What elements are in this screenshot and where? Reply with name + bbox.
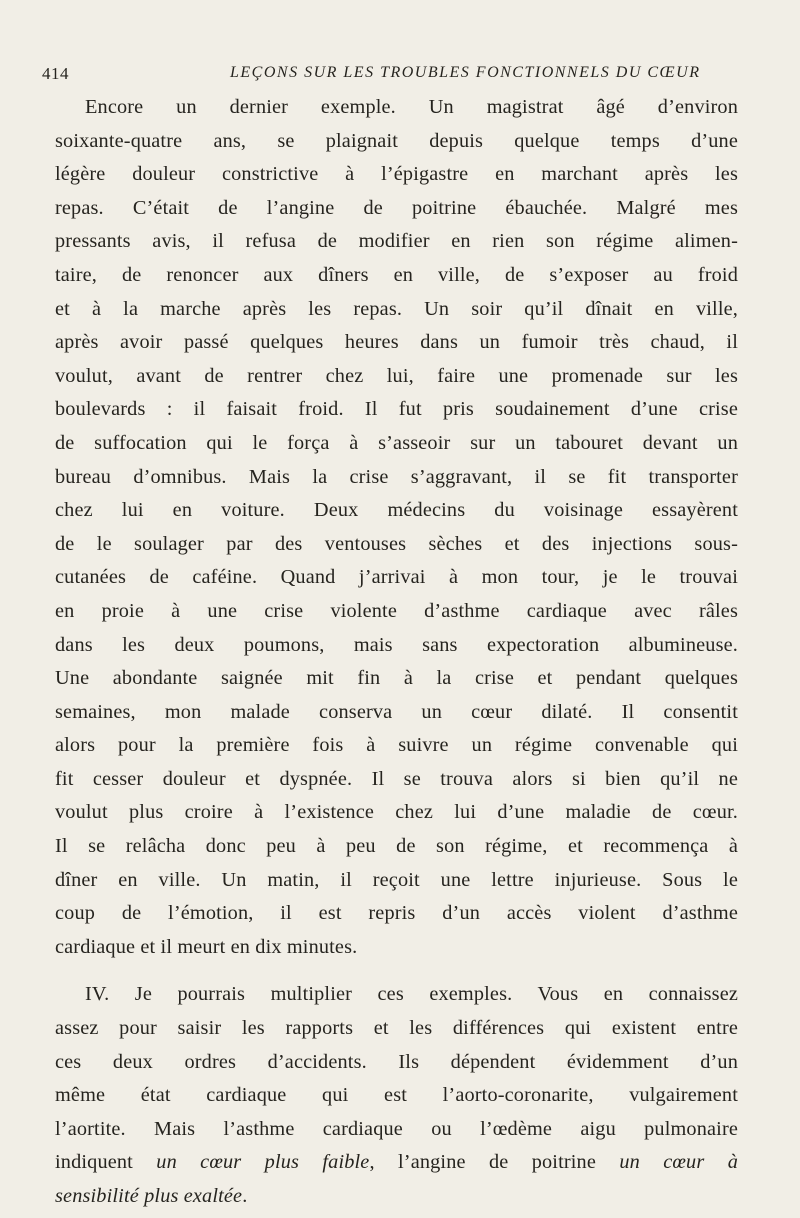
- text-line: boulevards : il faisait froid. Il fut pris soudainement d’une crise: [55, 398, 738, 421]
- page-header: [40, 64, 740, 88]
- text-line: pressants avis, il refusa de modifier en rien son régime alimen-: [55, 230, 738, 253]
- text-line: légère douleur constrictive à l’épigastre en marchant après les: [55, 163, 738, 186]
- text-line: cutanées de caféine. Quand j’arrivai à mon tour, je le trouvai: [55, 566, 738, 589]
- text-line: cardiaque et il meurt en dix minutes.: [55, 935, 358, 958]
- text-line: dîner en ville. Un matin, il reçoit une lettre injurieuse. Sous le: [55, 868, 738, 891]
- text-line: l’aortite. Mais l’asthme cardiaque ou l’œdème aigu pulmonaire: [55, 1117, 738, 1140]
- body-text: [55, 91, 738, 1214]
- text-line: Une abondante saignée mit fin à la crise et pendant quelques: [55, 667, 738, 690]
- text-line: après avoir passé quelques heures dans un fumoir très chaud, il: [55, 331, 738, 354]
- text-line: repas. C’était de l’angine de poitrine ébauchée. Malgré mes: [55, 196, 738, 219]
- text-line: Il se relâcha donc peu à peu de son régime, et recommença à: [55, 835, 738, 858]
- text-line: soixante-quatre ans, se plaignait depuis quelque temps d’une: [55, 129, 738, 152]
- italic-phrase: sensibilité plus exaltée: [55, 1185, 243, 1207]
- text-run: indiquent: [55, 1151, 157, 1174]
- text-line: semaines, mon malade conserva un cœur dilaté. Il consentit: [55, 700, 738, 723]
- text-line: taire, de renoncer aux dîners en ville, de s’exposer au froid: [55, 263, 738, 286]
- text-line: fit cesser douleur et dyspnée. Il se trouva alors si bien qu’il ne: [55, 767, 738, 790]
- text-line: ces deux ordres d’accidents. Ils dépendent évidemment d’un: [55, 1050, 738, 1073]
- page-number: 414: [42, 64, 69, 83]
- running-title: LEÇONS SUR LES TROUBLES FONCTIONNELS DU CŒUR: [230, 64, 701, 81]
- text-line: [55, 1146, 738, 1180]
- text-run: , l’angine de poitrine: [369, 1151, 620, 1174]
- text-line: dans les deux poumons, mais sans expectoration albumineuse.: [55, 633, 738, 656]
- italic-phrase: un cœur plus faible: [156, 1151, 370, 1174]
- text-line: bureau d’omnibus. Mais la crise s’aggravant, il se fit transporter: [55, 465, 738, 488]
- text-line: Encore un dernier exemple. Un magistrat âgé d’environ: [85, 96, 738, 118]
- text-line: voulut plus croire à l’existence chez lui d’une maladie de cœur.: [55, 801, 738, 824]
- text-line: chez lui en voiture. Deux médecins du voisinage essayèrent: [55, 499, 738, 522]
- italic-phrase: un cœur à: [619, 1151, 738, 1174]
- text-line: voulut, avant de rentrer chez lui, faire une promenade sur les: [55, 364, 738, 387]
- paragraph-1: [55, 91, 738, 964]
- paragraph-gap: [55, 964, 738, 978]
- text-line: en proie à une crise violente d’asthme cardiaque avec râles: [55, 599, 738, 622]
- paragraph-2: [55, 978, 738, 1213]
- text-line: de le soulager par des ventouses sèches et des injections sous-: [55, 532, 738, 555]
- text-line: coup de l’émotion, il est repris d’un accès violent d’asthme: [55, 902, 738, 925]
- text-line: et à la marche après les repas. Un soir qu’il dînait en ville,: [55, 297, 738, 320]
- text-line: même état cardiaque qui est l’aorto-coronarite, vulgairement: [55, 1084, 738, 1107]
- text-line: de suffocation qui le força à s’asseoir sur un tabouret devant un: [55, 431, 738, 454]
- text-run: .: [242, 1185, 248, 1207]
- text-line: [55, 1180, 738, 1214]
- text-line: alors pour la première fois à suivre un régime convenable qui: [55, 734, 738, 757]
- text-line: IV. Je pourrais multiplier ces exemples. Vous en connaissez: [85, 983, 738, 1006]
- text-line: assez pour saisir les rapports et les différences qui existent entre: [55, 1017, 738, 1040]
